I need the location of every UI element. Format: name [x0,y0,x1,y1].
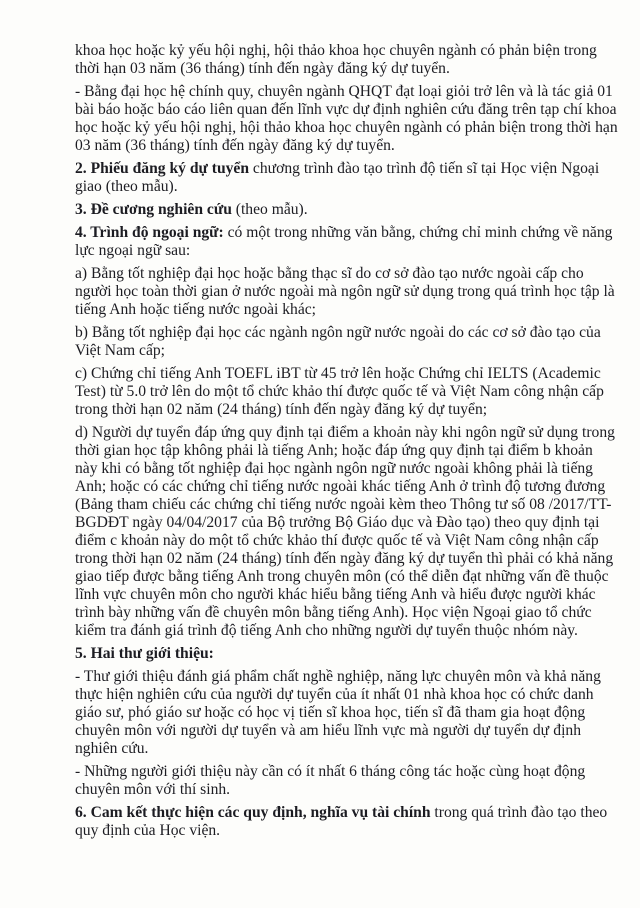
text-line [75,137,581,155]
line-text: chương trình đào tạo trình độ tiến sĩ tại Học viện Ngoại [249,160,600,177]
text-line [75,686,594,704]
line-text: lực ngoại ngữ sau: [75,242,191,259]
text-line [75,42,597,60]
line-text: Test) từ 5.0 trở lên do một tổ chức khảo thí được quốc tế và Việt Nam công nhận cấp [75,383,604,400]
line-text: tiếng Anh hoặc tiếng nước ngoài khác; [75,301,317,318]
text-line [75,514,600,532]
section-heading: 3. Đề cương nghiên cứu [75,201,232,218]
paragraph [75,224,613,260]
line-text: giao tiếp được bằng tiếng Anh trong chuyên môn (có thể diễn đạt những vấn đề thuộc [75,568,609,585]
line-text: lĩnh vực chuyên môn cho người khác hiểu bằng tiếng Anh và hiểu được người khác [75,586,596,603]
text-line [75,60,581,78]
text-line [75,604,592,622]
line-text: điểm c khoản này do một tổ chức khảo thí được quốc tế và Việt Nam công nhận cấp [75,532,599,549]
line-text: này khi có bằng tốt nghiệp đại học ngành ngôn ngữ nước ngoài không phải là tiếng [75,460,593,477]
line-text: nghiên cứu. [75,740,149,757]
text-line [75,224,613,242]
text-line [75,804,608,822]
line-text: bài báo hoặc báo cáo liên quan đến lĩnh vực dự định nghiên cứu đăng trên tạp chí khoa [75,101,617,118]
line-text: Anh; hoặc có các chứng chỉ tiếng nước ngoài khác tiếng Anh ở trình độ tương đương [75,478,606,495]
line-text: chuyên môn với thí sinh. [75,781,231,798]
line-text: - Bằng đại học hệ chính quy, chuyên ngành QHQT đạt loại giỏi trở lên và là tác giả 01 [75,83,613,100]
line-text: chuyên môn với người dự tuyển và am hiểu lĩnh vực mà người dự tuyển dự định [75,722,581,739]
text-line [75,460,593,478]
document-page [75,42,618,845]
line-text: quy định của Học viện. [75,822,221,839]
text-line [75,622,581,640]
section-heading: 2. Phiếu đăng ký dự tuyển [75,160,250,177]
paragraph [75,645,581,663]
line-text: khoa học hoặc kỷ yếu hội nghị, hội thảo khoa học chuyên ngành có phản biện trong [75,42,597,59]
text-line [75,365,601,383]
line-text: thực hiện nghiên cứu của người dự tuyển của ít nhất 01 nhà khoa học có chức danh [75,686,594,703]
paragraph [75,201,581,219]
text-line [75,668,601,686]
text-line [75,265,584,283]
text-line [75,101,617,119]
section-heading: 5. Hai thư giới thiệu: [75,645,214,662]
line-text: trong thời hạn 02 năm (24 tháng) tính đến ngày đăng ký dự tuyển thì phải có khả năng [75,550,614,567]
line-text: 03 năm (36 tháng) tính đến ngày đăng ký dự tuyển. [75,137,395,154]
line-text: Việt Nam cấp; [75,342,165,359]
paragraph [75,668,601,758]
text-line [75,550,614,568]
line-text: trong quá trình đào tạo theo [430,804,608,821]
text-line [75,568,609,586]
paragraph [75,804,608,840]
text-line [75,496,612,514]
text-line [75,740,581,758]
section-heading: 6. Cam kết thực hiện các quy định, nghĩa vụ tài chính [75,804,431,821]
paragraph [75,365,604,419]
text-line [75,178,581,196]
paragraph [75,424,615,640]
line-text: kiểm tra đánh giá trình độ tiếng Anh cho những người dự tuyển thuộc nhóm này. [75,622,578,639]
text-line [75,324,601,342]
section-heading: 4. Trình độ ngoại ngữ: [75,224,224,241]
text-line [75,383,604,401]
text-line [75,401,581,419]
text-line [75,442,593,460]
line-text: - Thư giới thiệu đánh giá phẩm chất nghề nghiệp, năng lực chuyên môn và khả năng [75,668,601,685]
line-text: trình bày những vấn đề chuyên môn bằng tiếng Anh). Học viện Ngoại giao tổ chức [75,604,592,621]
line-text: b) Bằng tốt nghiệp đại học các ngành ngôn ngữ nước ngoài do các cơ sở đào tạo của [75,324,601,341]
text-line [75,119,618,137]
line-text: giao (theo mẫu). [75,178,178,195]
paragraph [75,42,597,78]
text-line [75,478,606,496]
line-text: thời gian học tập không phải là tiếng Anh; hoặc đáp ứng quy định tại điểm b khoản [75,442,593,459]
line-text: học hoặc kỷ yếu hội nghị, hội thảo khoa học chuyên ngành có phản biện trong thời hạn [75,119,618,136]
paragraph [75,83,618,155]
line-text: thời hạn 03 năm (36 tháng) tính đến ngày đăng ký dự tuyển. [75,60,450,77]
text-line [75,822,581,840]
line-text: BGDĐT ngày 04/04/2017 của Bộ trưởng Bộ Giáo dục và Đào tạo) theo quy định tại [75,514,600,531]
paragraph [75,160,600,196]
paragraph [75,763,586,799]
text-line [75,781,581,799]
paragraph [75,265,615,319]
text-line [75,242,581,260]
text-line [75,160,600,178]
line-text: giáo sư, phó giáo sư hoặc có học vị tiến sĩ khoa học, tiến sĩ đã tham gia hoạt động [75,704,586,721]
text-line [75,342,581,360]
text-line [75,763,586,781]
text-line [75,704,586,722]
line-text: (Bảng tham chiếu các chứng chỉ tiếng nước ngoài kèm theo Thông tư số 08 /2017/TT- [75,496,612,513]
text-line [75,722,581,740]
text-line [75,201,581,219]
text-line [75,424,615,442]
text-line [75,586,596,604]
text-line [75,645,581,663]
line-text: - Những người giới thiệu này cần có ít nhất 6 tháng công tác hoặc cùng hoạt động [75,763,586,780]
text-line [75,301,581,319]
line-text: người học toàn thời gian ở nước ngoài mà ngôn ngữ sử dụng trong quá trình học tập là [75,283,615,300]
line-text: c) Chứng chỉ tiếng Anh TOEFL iBT từ 45 trở lên hoặc Chứng chỉ IELTS (Academic [75,365,601,382]
line-text: d) Người dự tuyển đáp ứng quy định tại điểm a khoản này khi ngôn ngữ sử dụng trong [75,424,615,441]
text-line [75,283,615,301]
line-text: a) Bằng tốt nghiệp đại học hoặc bằng thạc sĩ do cơ sở đào tạo nước ngoài cấp cho [75,265,584,282]
line-text: (theo mẫu). [231,201,308,218]
line-text: trong thời hạn 02 năm (24 tháng) tính đến ngày đăng ký dự tuyển; [75,401,488,418]
text-line [75,83,613,101]
paragraph [75,324,601,360]
line-text: có một trong những văn bằng, chứng chỉ minh chứng về năng [223,224,613,241]
text-line [75,532,599,550]
